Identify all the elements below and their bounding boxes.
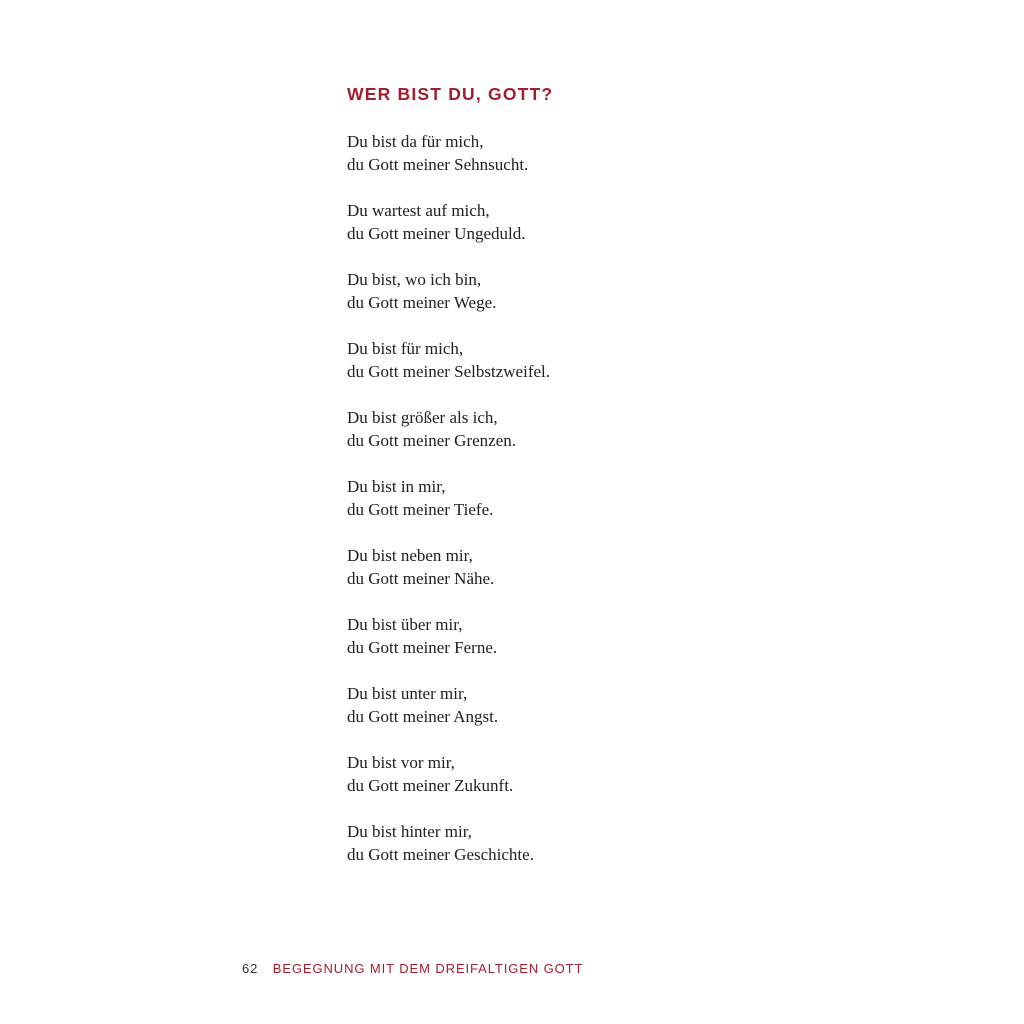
poem-line: du Gott meiner Zukunft.	[347, 776, 514, 795]
poem-line: Du bist über mir,	[347, 615, 463, 634]
poem-stanza	[347, 199, 747, 268]
poem-stanza	[347, 682, 747, 751]
poem-stanza	[347, 751, 747, 820]
poem-line: du Gott meiner Ungeduld.	[347, 224, 526, 243]
poem-line: du Gott meiner Sehnsucht.	[347, 155, 529, 174]
page-number: 62	[242, 961, 259, 976]
poem-stanza	[347, 406, 747, 475]
poem-line: du Gott meiner Grenzen.	[347, 431, 516, 450]
poem-line: Du bist, wo ich bin,	[347, 270, 482, 289]
running-head: BEGEGNUNG MIT DEM DREIFALTIGEN GOTT	[272, 961, 584, 976]
poem-line: Du bist für mich,	[347, 339, 464, 358]
poem-stanza	[347, 130, 747, 199]
poem-line: du Gott meiner Selbstzweifel.	[347, 362, 551, 381]
poem-title: WER BIST DU, GOTT?	[347, 84, 554, 104]
poem-line: Du bist unter mir,	[347, 684, 468, 703]
page-footer	[242, 961, 583, 977]
poem-line: Du bist vor mir,	[347, 753, 455, 772]
poem-line: du Gott meiner Angst.	[347, 707, 499, 726]
poem-line: Du bist hinter mir,	[347, 822, 472, 841]
poem-stanza	[347, 544, 747, 613]
poem-stanza	[347, 820, 747, 889]
poem-line: du Gott meiner Ferne.	[347, 638, 498, 657]
poem-stanza	[347, 475, 747, 544]
poem-line: Du bist neben mir,	[347, 546, 473, 565]
poem-line: Du bist größer als ich,	[347, 408, 498, 427]
poem-line: du Gott meiner Tiefe.	[347, 500, 494, 519]
poem-line: Du bist da für mich,	[347, 132, 484, 151]
poem-body	[347, 130, 747, 889]
poem-line: du Gott meiner Nähe.	[347, 569, 495, 588]
poem-stanza	[347, 337, 747, 406]
poem-line: Du bist in mir,	[347, 477, 446, 496]
poem-line: du Gott meiner Geschichte.	[347, 845, 534, 864]
poem-line: Du wartest auf mich,	[347, 201, 490, 220]
poem-line: du Gott meiner Wege.	[347, 293, 497, 312]
poem-stanza	[347, 268, 747, 337]
poem-stanza	[347, 613, 747, 682]
